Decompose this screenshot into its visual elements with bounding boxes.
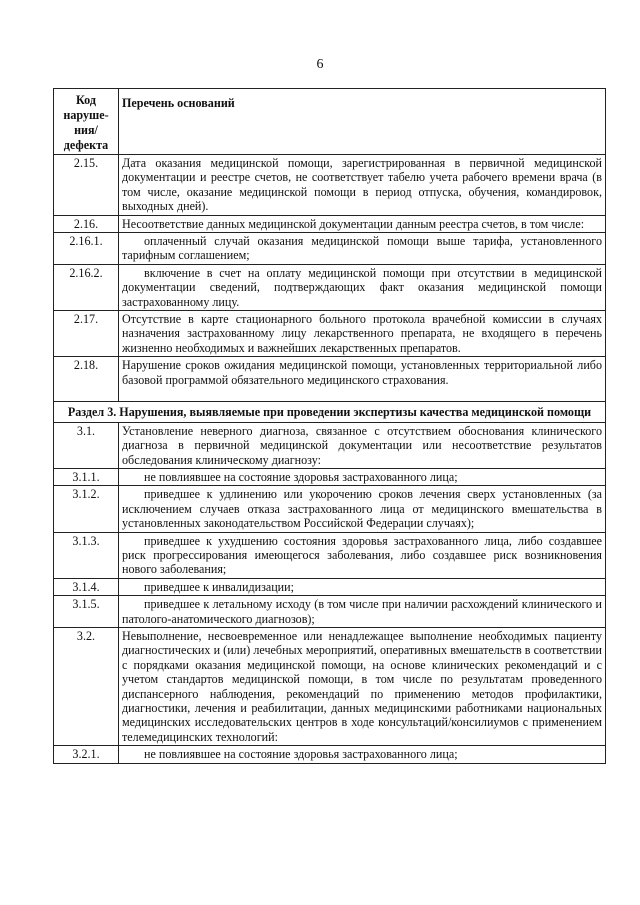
- row-code: 3.2.1.: [54, 746, 119, 763]
- row-code: 2.16.2.: [54, 264, 119, 310]
- table-row: [54, 627, 606, 745]
- page-number: 6: [316, 57, 324, 72]
- header-code: Код наруше-ния/ дефекта: [54, 89, 119, 155]
- violations-table: [53, 88, 606, 764]
- row-code: 2.16.: [54, 215, 119, 232]
- table-row: [54, 233, 606, 265]
- table-row: [54, 155, 606, 216]
- row-code: 3.1.4.: [54, 578, 119, 595]
- table-row: [54, 264, 606, 310]
- row-code: 3.2.: [54, 627, 119, 745]
- row-text: Невыполнение, несвоевременное или ненадлежащее выполнение необходимых пациенту диагностических и (или) лечебных мероприятий, оперативных вмешательств в соответствии с порядками оказания медицинской помощи, на основе клинических рекомендаций и с учетом стандартов медицинской помощи, в том числе по результатам проведенного диспансерного наблюдения, рекомендаций по применению методов профилактики, диагностики, лечения и реабилитации, данных медицинскими работниками национальных медицинских исследовательских центров в ходе консультаций/консилиумов с применением телемедицинских технологий:: [119, 627, 606, 745]
- section-3-title: Раздел 3. Нарушения, выявляемые при проведении экспертизы качества медицинской помощи: [54, 402, 606, 422]
- row-code: 3.1.2.: [54, 486, 119, 532]
- row-code: 3.1.: [54, 422, 119, 468]
- header-list: Перечень оснований: [119, 89, 606, 155]
- row-code: 2.16.1.: [54, 233, 119, 265]
- row-text: приведшее к ухудшению состояния здоровья застрахованного лица, либо создавшее риск прогрессирования имеющегося заболевания, либо создавшее риск возникновения нового заболевания;: [119, 532, 606, 578]
- row-text: Дата оказания медицинской помощи, зарегистрированная в первичной медицинской документации и реестре счетов, не соответствует табелю учета рабочего времени врача (в том числе, оказание медицинской помощи в период отпуска, обучения, командировок, выходных дней).: [119, 155, 606, 216]
- table-row: [54, 578, 606, 595]
- row-code: 3.1.5.: [54, 596, 119, 628]
- row-code: 2.17.: [54, 311, 119, 357]
- table-row: [54, 596, 606, 628]
- row-text: Нарушение сроков ожидания медицинской помощи, установленных территориальной либо базовой программой обязательного медицинского страхования.: [119, 357, 606, 402]
- table-row: [54, 468, 606, 485]
- table-row: [54, 215, 606, 232]
- table-header-row: [54, 89, 606, 155]
- table-row: [54, 311, 606, 357]
- row-text: Установление неверного диагноза, связанное с отсутствием обоснования клинического диагноза в первичной медицинской документации или несоответствие результатов обследования клиническому диагнозу:: [119, 422, 606, 468]
- row-text: Отсутствие в карте стационарного больного протокола врачебной комиссии в случаях назначения застрахованному лицу лекарственного препарата, не входящего в перечень жизненно необходимых и важнейших лекарственных препаратов.: [119, 311, 606, 357]
- row-text: Несоответствие данных медицинской документации данным реестра счетов, в том числе:: [119, 215, 606, 232]
- row-code: 3.1.3.: [54, 532, 119, 578]
- section-3-row: [54, 402, 606, 422]
- table-row: [54, 532, 606, 578]
- row-text: оплаченный случай оказания медицинской помощи выше тарифа, установленного тарифным соглашением;: [119, 233, 606, 265]
- table-row: [54, 422, 606, 468]
- row-text: приведшее к инвалидизации;: [119, 578, 606, 595]
- table-row: [54, 486, 606, 532]
- row-text: не повлиявшее на состояние здоровья застрахованного лица;: [119, 468, 606, 485]
- table-row: [54, 357, 606, 402]
- row-code: 3.1.1.: [54, 468, 119, 485]
- row-code: 2.15.: [54, 155, 119, 216]
- row-text: приведшее к летальному исходу (в том числе при наличии расхождений клинического и патолого-анатомического диагнозов);: [119, 596, 606, 628]
- row-code: 2.18.: [54, 357, 119, 402]
- table-row: [54, 746, 606, 763]
- row-text: приведшее к удлинению или укорочению сроков лечения сверх установленных (за исключением случаев отказа застрахованного лица от медицинского вмешательства в установленных законодательством Российской Федерации случаях);: [119, 486, 606, 532]
- row-text: не повлиявшее на состояние здоровья застрахованного лица;: [119, 746, 606, 763]
- row-text: включение в счет на оплату медицинской помощи при отсутствии в медицинской документации сведений, подтверждающих факт оказания медицинской помощи застрахованному лицу.: [119, 264, 606, 310]
